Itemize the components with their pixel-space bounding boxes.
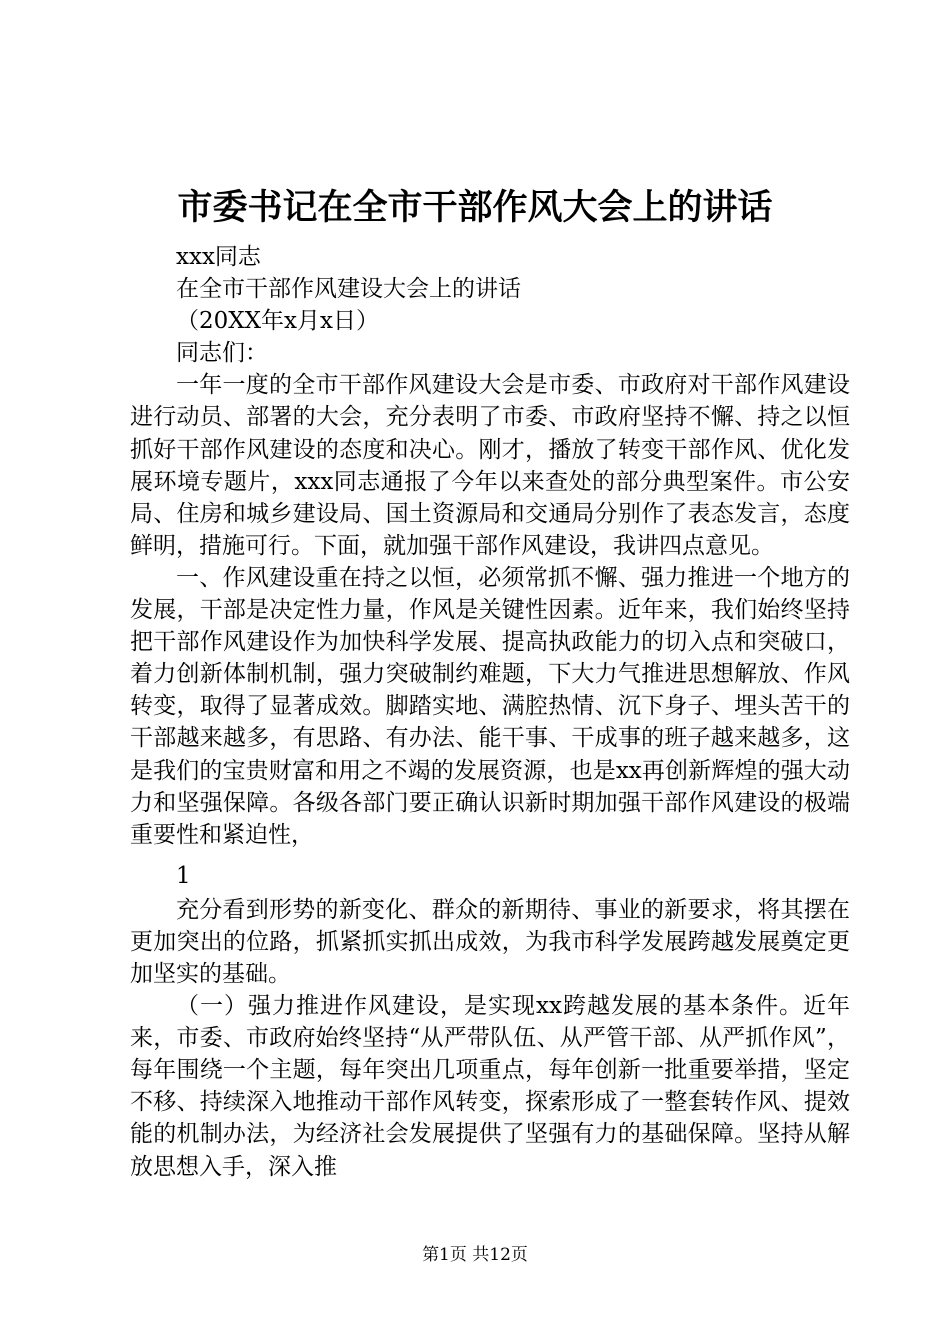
body-paragraph: 一、作风建设重在持之以恒，必须常抓不懈、强力推进一个地方的发展，干部是决定性力量，作风是关键性因素。近年来，我们始终坚持把干部作风建设作为加快科学发展、提高执政能力的切入点和突破口，着力创新体制机制，强力突破制约难题，下大力气推进思想解放、作风转变，取得了显著成效。脚踏实地、满腔热情、沉下身子、埋头苦干的干部越来越多，有思路、有办法、能干事、干成事的班子越来越多，这是我们的宝贵财富和用之不竭的发展资源，也是xx再创新辉煌的强大动力和坚强保障。各级各部门要正确认识新时期加强干部作风建设的极端重要性和紧迫性，	[130, 564, 850, 848]
document-title: 市委书记在全市干部作风大会上的讲话	[177, 187, 773, 228]
page-number-marker: 1	[176, 862, 191, 889]
body-paragraph: （一）强力推进作风建设，是实现xx跨越发展的基本条件。近年来，市委、市政府始终坚持“从严带队伍、从严管干部、从严抓作风”，每年围绕一个主题，每年突出几项重点，每年创新一批重要举措，坚定不移、持续深入地推动干部作风转变，探索形成了一整套转作风、提效能的机制办法，为经济社会发展提供了坚强有力的基础保障。坚持从解放思想入手，深入推	[130, 993, 850, 1180]
speech-date: （20XX年x月x日）	[176, 308, 379, 335]
speech-subtitle: 在全市干部作风建设大会上的讲话	[176, 276, 521, 303]
page-footer: 第1页 共12页	[422, 1245, 528, 1265]
salutation: 同志们：	[176, 340, 268, 367]
document-body	[130, 241, 850, 1183]
addressee-line: xxx同志	[176, 244, 261, 270]
body-paragraph: 一年一度的全市干部作风建设大会是市委、市政府对干部作风建设进行动员、部署的大会，充分表明了市委、市政府坚持不懈、持之以恒抓好干部作风建设的态度和决心。刚才，播放了转变干部作风、优化发展环境专题片，xxx同志通报了今年以来查处的部分典型案件。市公安局、住房和城乡建设局、国土资源局和交通局分别作了表态发言，态度鲜明，措施可行。下面，就加强干部作风建设，我讲四点意见。	[130, 372, 850, 559]
body-paragraph: 充分看到形势的新变化、群众的新期待、事业的新要求，将其摆在更加突出的位路，抓紧抓实抓出成效，为我市科学发展跨越发展奠定更加坚实的基础。	[130, 896, 850, 987]
